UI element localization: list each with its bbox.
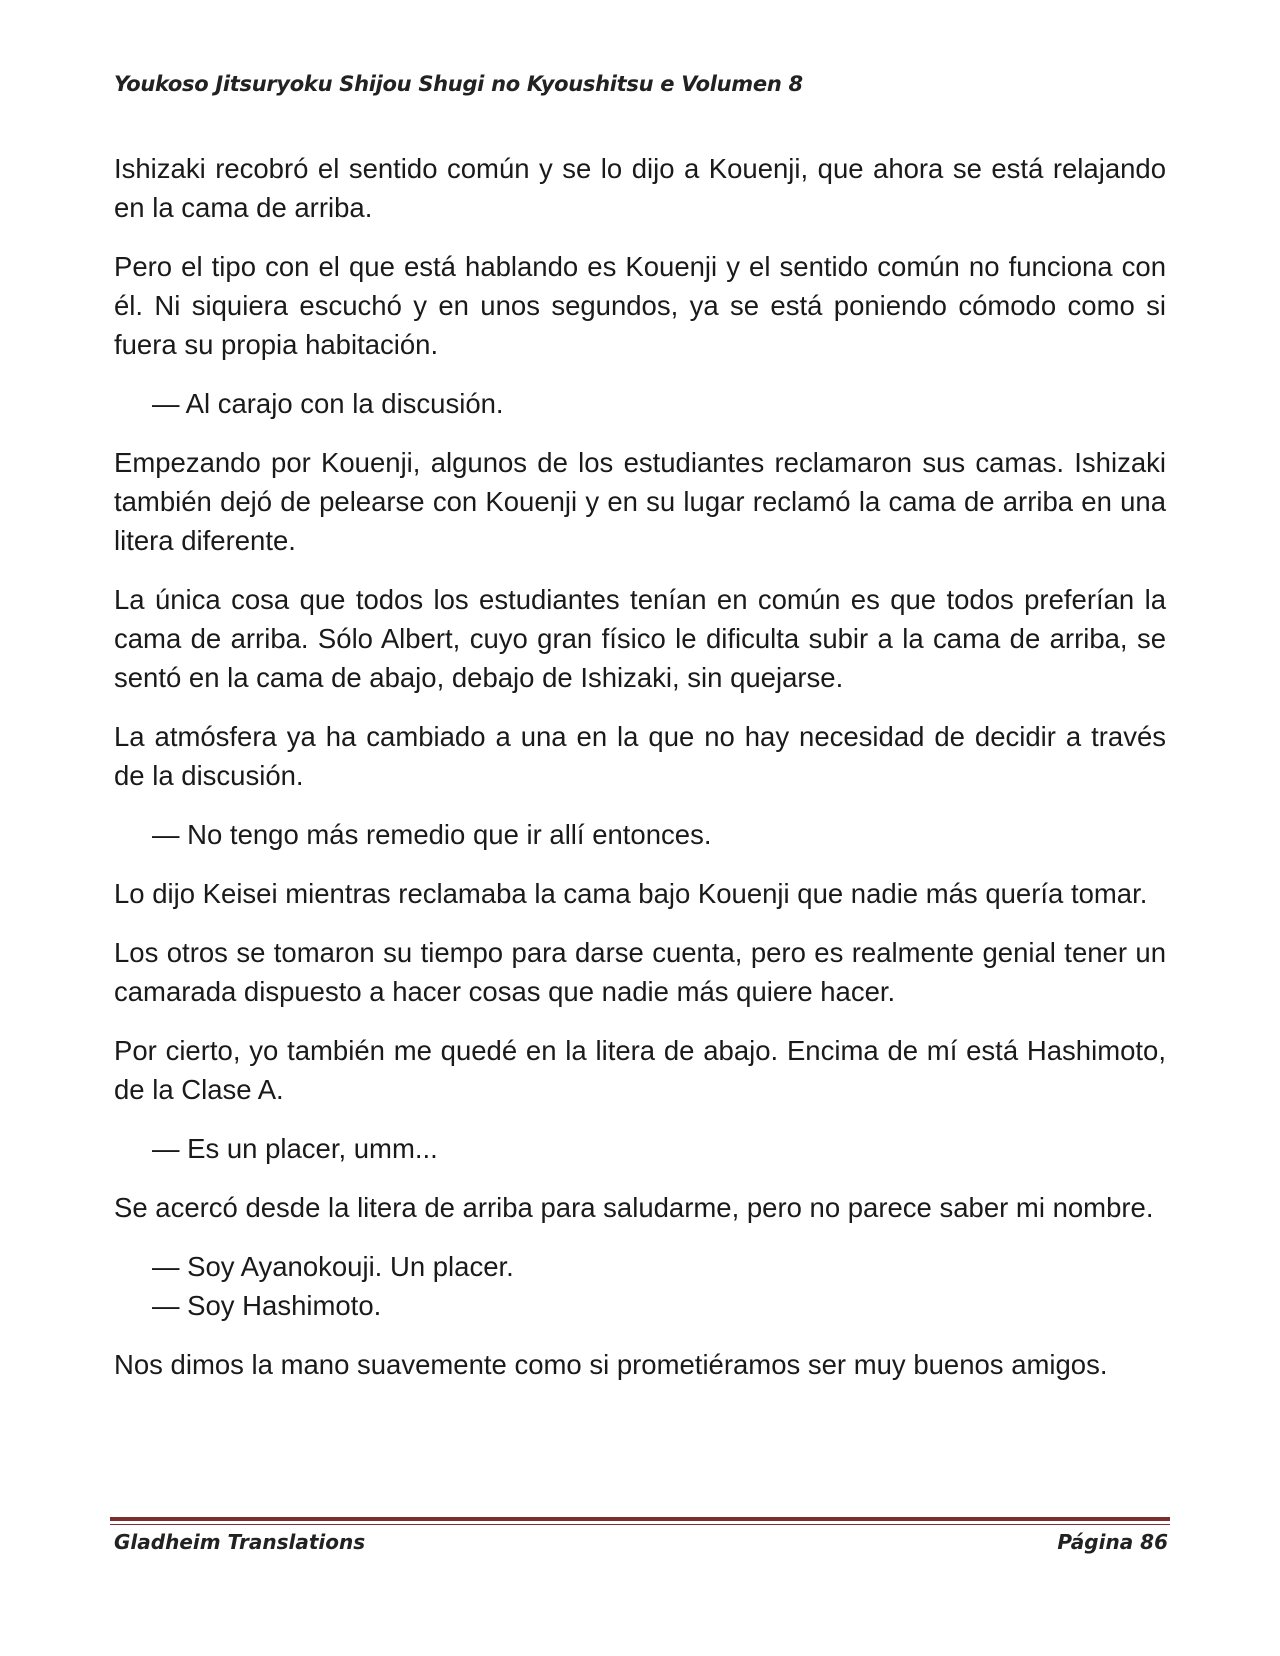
paragraph: La única cosa que todos los estudiantes tenían en común es que todos preferían la cama de arriba. Sólo Albert, cuyo gran físico le dificulta subir a la cama de arriba, se sentó en la cama de abajo, debajo de Ishizaki, sin quejarse. [114,584,1166,693]
paragraph: Ishizaki recobró el sentido común y se lo dijo a Kouenji, que ahora se está relajando en la cama de arriba. [114,153,1166,223]
page-number: Página 86 [1057,1530,1168,1554]
paragraph: Pero el tipo con el que está hablando es Kouenji y el sentido común no funciona con él. Ni siquiera escuchó y en unos segundos, ya se está poniendo cómodo como si fuera su propia habitación. [114,251,1166,360]
dialogue-line: — Soy Hashimoto. [152,1290,382,1321]
dialogue-line: — Soy Ayanokouji. Un placer. [152,1251,514,1282]
footer-rule-thick [110,1517,1170,1521]
paragraph: Se acercó desde la litera de arriba para saludarme, pero no parece saber mi nombre. [114,1192,1154,1223]
page-body [114,149,1166,1404]
dialogue-line: — Al carajo con la discusión. [152,388,504,419]
paragraph: La atmósfera ya ha cambiado a una en la que no hay necesidad de decidir a través de la discusión. [114,721,1166,791]
paragraph: Empezando por Kouenji, algunos de los estudiantes reclamaron sus camas. Ishizaki también dejó de pelearse con Kouenji y en su lugar reclamó la cama de arriba en una litera diferente. [114,447,1166,556]
footer-credit: Gladheim Translations [114,1530,366,1554]
paragraph: Los otros se tomaron su tiempo para darse cuenta, pero es realmente genial tener un camarada dispuesto a hacer cosas que nadie más quiere hacer. [114,937,1166,1007]
paragraph: Lo dijo Keisei mientras reclamaba la cama bajo Kouenji que nadie más quería tomar. [114,878,1148,909]
paragraph: Por cierto, yo también me quedé en la litera de abajo. Encima de mí está Hashimoto, de la Clase A. [114,1035,1166,1105]
footer-rule-thin [110,1524,1170,1525]
running-header: Youkoso Jitsuryoku Shijou Shugi no Kyoushitsu e Volumen 8 [114,72,803,96]
dialogue-line: — No tengo más remedio que ir allí entonces. [152,819,712,850]
dialogue-line: — Es un placer, umm... [152,1133,438,1164]
paragraph: Nos dimos la mano suavemente como si prometiéramos ser muy buenos amigos. [114,1349,1108,1380]
